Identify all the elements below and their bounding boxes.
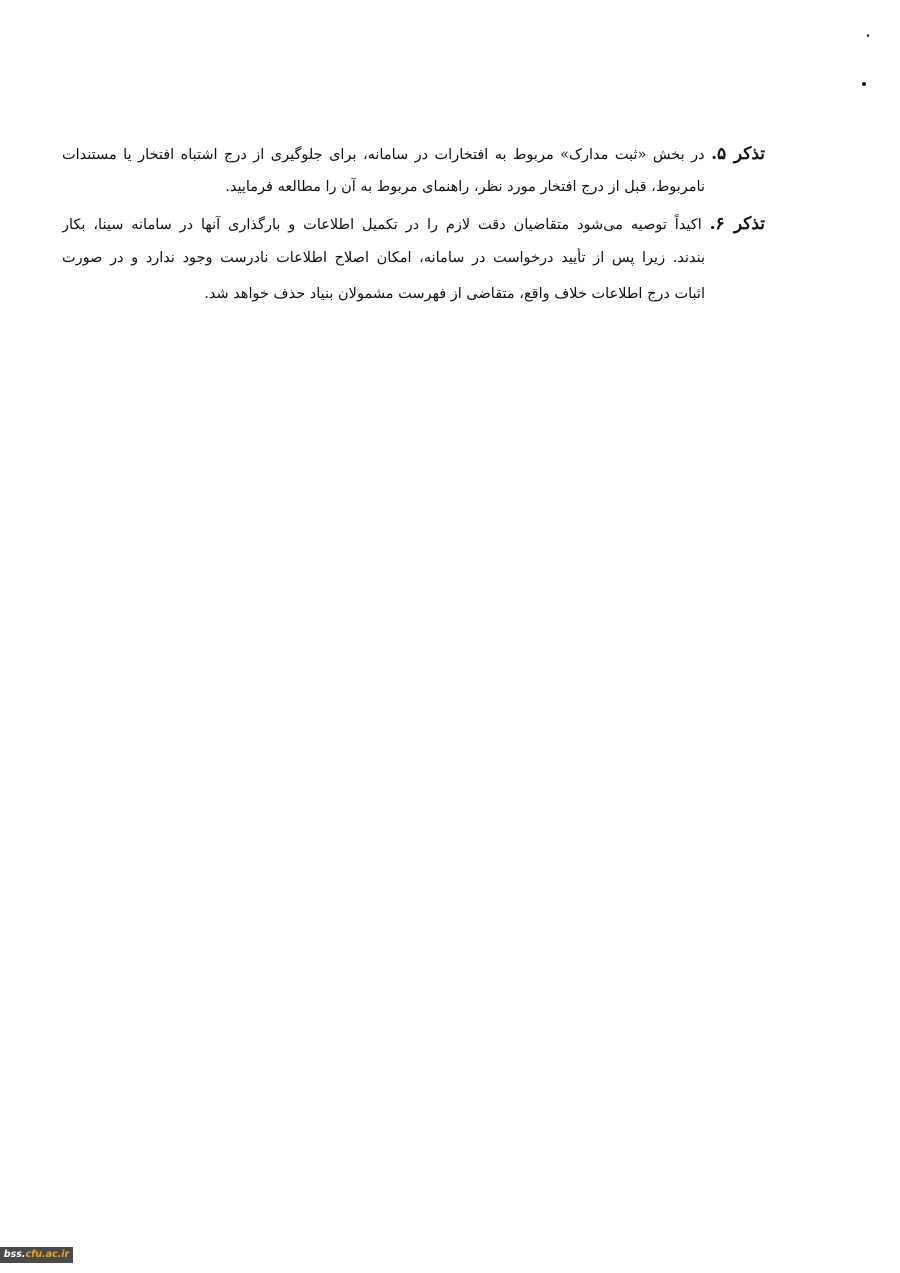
note-6-line-2: بندند. زیرا پس از تأیید درخواست در سامانه، امکان اصلاح اطلاعات نادرست وجود ندارد و در صورت: [62, 250, 705, 266]
watermark: bss.cfu.ac.ir: [0, 1247, 73, 1263]
note-5-line-2: نامربوط، قبل از درج افتخار مورد نظر، راهنمای مربوط به آن را مطالعه فرمایید.: [225, 179, 705, 195]
scan-speck: [862, 82, 866, 86]
scan-speck: [867, 34, 869, 37]
note-5-line-1: تذکر ۵. در بخش «ثبت مدارک» مربوط به افتخارات در سامانه، برای جلوگیری از درج اشتباه افتخار یا مستندات: [62, 144, 765, 164]
note-6-label: تذکر ۶.: [709, 214, 765, 234]
note-6-line-3: اثبات درج اطلاعات خلاف واقع، متقاضی از فهرست مشمولان بنیاد حذف خواهد شد.: [204, 286, 705, 302]
note-6-line-1: تذکر ۶. اکیداً توصیه می‌شود متقاضیان دقت لازم را در تکمیل اطلاعات و بارگذاری آنها در سامانه سینا، بکار: [62, 214, 765, 234]
note-5-label: تذکر ۵.: [711, 144, 765, 164]
